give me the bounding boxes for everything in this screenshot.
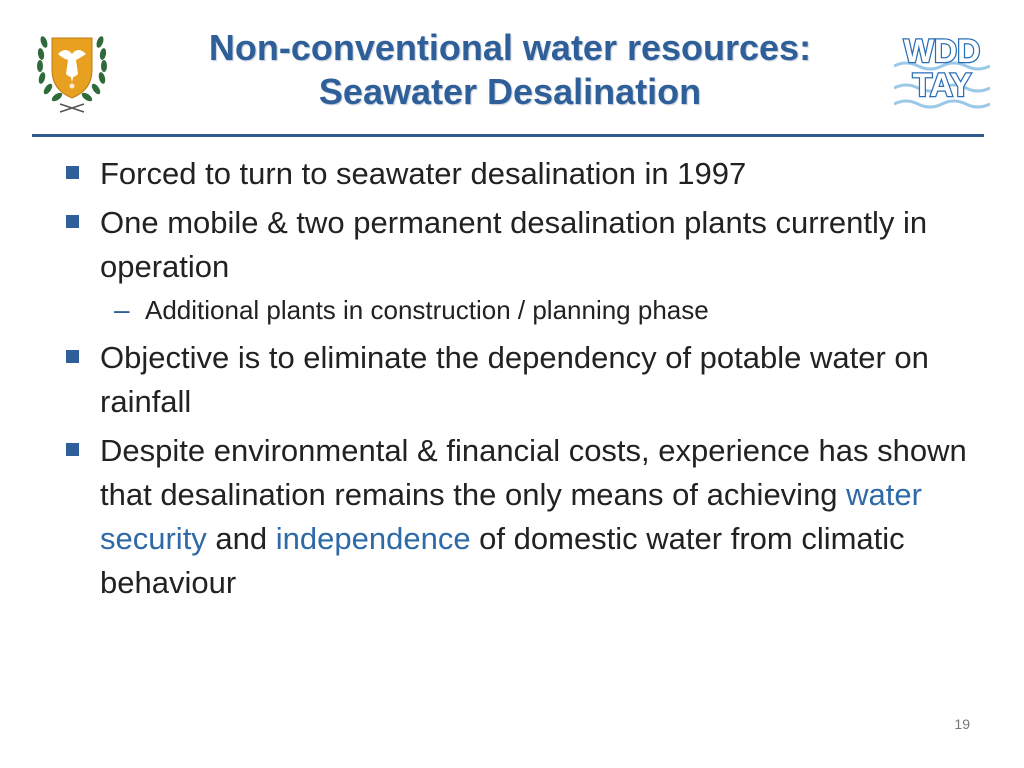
square-bullet-icon [66, 166, 79, 179]
bullet-text-part: and [206, 521, 276, 556]
bullet-item [62, 152, 982, 196]
highlight-independence: independence [275, 521, 471, 556]
slide-body [62, 152, 982, 610]
sub-bullet-item [62, 290, 982, 330]
bullet-text: Forced to turn to seawater desalination in 1997 [100, 156, 747, 191]
title-line-2: Seawater Desalination [318, 71, 702, 112]
highlight-water-security: water security [100, 477, 922, 556]
square-bullet-icon [66, 215, 79, 228]
cyprus-coat-of-arms-icon [30, 24, 114, 116]
logo-text-top: WDD [903, 33, 981, 69]
bullet-item [62, 336, 982, 424]
sub-bullet-text: Additional plants in construction / planning phase [145, 295, 709, 325]
bullet-item [62, 201, 982, 289]
bullet-text: One mobile & two permanent desalination plants currently in operation [100, 205, 928, 284]
page-number: 19 [954, 716, 970, 732]
title-divider [32, 134, 984, 137]
wdd-logo-icon [894, 32, 990, 110]
bullet-text: Objective is to eliminate the dependency of potable water on rainfall [100, 340, 929, 419]
dash-bullet-icon: – [114, 294, 130, 325]
square-bullet-icon [66, 443, 79, 456]
bullet-text-part: Despite environmental & financial costs, experience has shown that desalination remains the only means of achieving [100, 433, 967, 512]
bullet-item [62, 429, 982, 605]
bullet-text-part: of domestic water from climatic behaviour [100, 521, 905, 600]
slide-title [120, 26, 900, 114]
square-bullet-icon [66, 350, 79, 363]
logo-text-bottom: TAY [912, 67, 972, 103]
title-line-1: Non-conventional water resources: [208, 27, 812, 68]
